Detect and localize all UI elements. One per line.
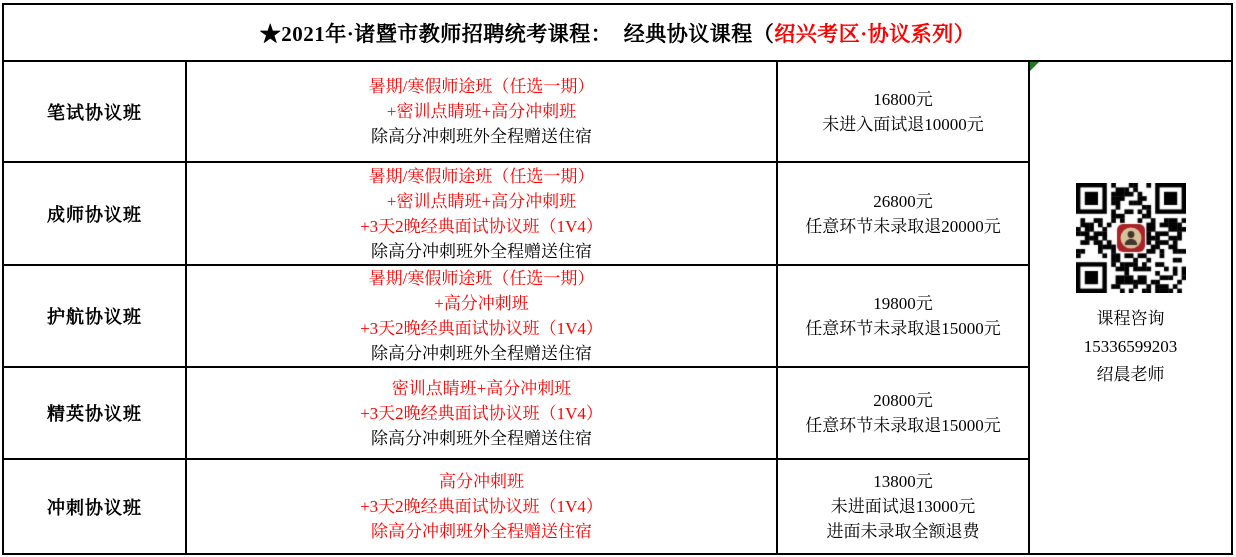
content-line: +3天2晚经典面试协议班（1V4） (360, 216, 603, 236)
price-line: 19800元 (873, 294, 933, 313)
class-name-label: 笔试协议班 (47, 102, 142, 123)
row-4-course-content (187, 368, 778, 460)
content-line: 暑期/寒假师途班（任选一期） (368, 77, 595, 96)
price-line: 20800元 (873, 391, 933, 410)
row-3-course-content (187, 266, 778, 368)
content-line: 除高分冲刺班外全程赠送住宿 (371, 522, 592, 541)
table-title (4, 5, 1231, 62)
course-grid (4, 62, 1028, 553)
contact-phone: 15336599203 (1083, 336, 1178, 356)
row-2-class-name (4, 163, 187, 266)
content-line: 密训点睛班+高分冲刺班 (391, 378, 572, 398)
content-line: +密训点睛班+高分冲刺班 (386, 191, 577, 211)
row-1-class-name (4, 62, 187, 163)
content-line: 除高分冲刺班外全程赠送住宿 (371, 127, 592, 146)
course-price-table (2, 3, 1233, 555)
row-1-price (778, 62, 1028, 163)
row-3-price (778, 266, 1028, 368)
contact-label: 课程咨询 (1096, 308, 1165, 328)
price-line: 16800元 (873, 89, 933, 109)
row-2-course-content (187, 163, 778, 266)
price-line: 未进入面试退10000元 (822, 114, 984, 134)
price-line: 未进面试退13000元 (830, 497, 976, 516)
content-line: +3天2晚经典面试协议班（1V4） (360, 497, 603, 516)
price-line: 26800元 (873, 191, 933, 211)
wechat-qr-code (1076, 183, 1186, 293)
price-line: 13800元 (873, 472, 933, 491)
class-name-label: 精英协议班 (47, 404, 142, 424)
row-4-class-name (4, 368, 187, 460)
contact-cell (1028, 62, 1231, 553)
class-name-label: 成师协议班 (47, 204, 142, 225)
cell-error-marker-icon (1030, 62, 1039, 71)
class-name-label: 冲刺协议班 (47, 497, 142, 518)
row-1-course-content (187, 62, 778, 163)
contact-teacher: 绍晨老师 (1096, 364, 1165, 384)
content-line: 暑期/寒假师途班（任选一期） (368, 269, 595, 288)
content-line: +3天2晚经典面试协议班（1V4） (360, 319, 603, 338)
content-line: 除高分冲刺班外全程赠送住宿 (371, 428, 592, 448)
price-line: 任意环节未录取退20000元 (805, 216, 1001, 236)
table-title-highlight: 绍兴考区·协议系列） (774, 21, 976, 46)
content-line: 除高分冲刺班外全程赠送住宿 (371, 344, 592, 363)
content-line: 暑期/寒假师途班（任选一期） (368, 166, 595, 186)
price-line: 进面未录取全额退费 (826, 522, 980, 541)
content-line: 除高分冲刺班外全程赠送住宿 (371, 241, 592, 261)
content-line: 高分冲刺班 (439, 472, 524, 491)
row-3-class-name (4, 266, 187, 368)
price-line: 任意环节未录取退15000元 (805, 319, 1001, 338)
row-2-price (778, 163, 1028, 266)
content-line: +密训点睛班+高分冲刺班 (386, 102, 577, 121)
content-line: +3天2晚经典面试协议班（1V4） (360, 403, 603, 423)
row-5-class-name (4, 460, 187, 553)
table-title-main: ★2021年·诸暨市教师招聘统考课程： 经典协议课程（ (259, 21, 775, 46)
content-line: +高分冲刺班 (434, 294, 529, 313)
row-5-course-content (187, 460, 778, 553)
class-name-label: 护航协议班 (47, 307, 142, 327)
row-5-price (778, 460, 1028, 553)
price-line: 任意环节未录取退15000元 (805, 416, 1001, 435)
row-4-price (778, 368, 1028, 460)
